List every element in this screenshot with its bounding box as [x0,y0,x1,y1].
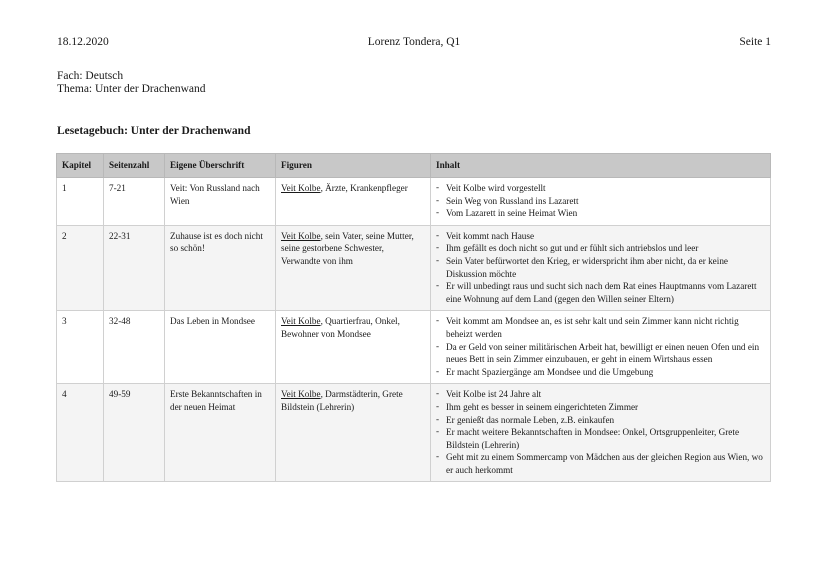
content-cell [431,311,771,384]
content-list [436,230,765,306]
table-row [57,311,771,384]
topic-line: Thema: Unter der Drachenwand [57,83,206,95]
content-item: - Ihm geht es besser in seinem eingerichteten Zimmer [436,401,765,414]
content-item: - Veit kommt nach Hause [436,230,765,243]
chapter-cell: 3 [57,311,104,384]
other-figures: , Ärzte, Krankenpfleger [320,183,408,193]
chapter-cell: 2 [57,225,104,311]
main-figure-name: Veit Kolbe [281,389,321,400]
content-item: - Sein Vater befürwortet den Krieg, er widerspricht ihm aber nicht, da er keine Diskussion möchte [436,255,765,280]
other-figures: , Darmstädterin, Grete Bildstein (Lehrerin) [281,389,403,412]
other-figures: , Quartierfrau, Onkel, Bewohner von Mondsee [281,316,400,339]
pages-cell: 22-31 [104,225,165,311]
content-item: - Veit Kolbe ist 24 Jahre alt [436,388,765,401]
subject-line: Fach: Deutsch [57,70,124,82]
table-row [57,225,771,311]
content-cell [431,178,771,226]
content-list [436,388,765,476]
table-row [57,178,771,226]
content-item: - Er macht weitere Bekanntschaften in Mondsee: Onkel, Ortsgruppenleiter, Grete Bildstein (Lehrerin) [436,426,765,451]
main-figure-name: Veit Kolbe [281,230,321,241]
figures-cell [276,311,431,384]
column-header-heading: Eigene Überschrift [165,154,276,178]
content-list [436,182,765,220]
figures-cell [276,178,431,226]
table-row [57,384,771,482]
heading-cell: Das Leben in Mondsee [165,311,276,384]
pages-cell: 7-21 [104,178,165,226]
main-figure-name: Veit Kolbe [281,316,321,327]
heading-cell: Zuhause ist es doch nicht so schön! [165,225,276,311]
header-date: 18.12.2020 [57,36,109,48]
header-author: Lorenz Tondera, Q1 [367,36,461,48]
content-item: - Veit kommt am Mondsee an, es ist sehr kalt und sein Zimmer kann nicht richtig beheizt werden [436,315,765,340]
content-cell [431,384,771,482]
content-item: - Sein Weg von Russland ins Lazarett [436,195,765,208]
content-list [436,315,765,378]
content-item: - Vom Lazarett in seine Heimat Wien [436,207,765,220]
content-item: - Er genießt das normale Leben, z.B. einkaufen [436,414,765,427]
content-item: - Geht mit zu einem Sommercamp von Mädchen aus der gleichen Region aus Wien, wo er auch herkommt [436,451,765,476]
column-header-content: Inhalt [431,154,771,178]
content-item: - Er macht Spaziergänge am Mondsee und die Umgebung [436,366,765,379]
content-cell [431,225,771,311]
header-page-number: Seite 1 [739,36,771,48]
chapter-cell: 4 [57,384,104,482]
chapter-cell: 1 [57,178,104,226]
content-item: - Veit Kolbe wird vorgestellt [436,182,765,195]
column-header-chapter: Kapitel [57,154,104,178]
other-figures: , sein Vater, seine Mutter, seine gestorbene Schwester, Verwandte von ihm [281,230,414,266]
column-header-pages: Seitenzahl [104,154,165,178]
heading-cell: Veit: Von Russland nach Wien [165,178,276,226]
content-item: - Da er Geld von seiner militärischen Arbeit hat, bewilligt er einen neuen Ofen und ein neues Bett in sein Zimmer einzubauen, er geht in einem Wirtshaus essen [436,341,765,366]
main-figure-name: Veit Kolbe [281,183,321,193]
reading-journal-table [56,153,771,482]
content-item: - Ihm gefällt es doch nicht so gut und er fühlt sich antriebslos und leer [436,242,765,255]
document-title: Lesetagebuch: Unter der Drachenwand [57,125,251,137]
content-item: - Er will unbedingt raus und sucht sich nach dem Rat eines Hauptmanns vom Lazarett eine Wohnung auf dem Land (gegen den Willen seiner Eltern) [436,280,765,305]
figures-cell [276,225,431,311]
figures-cell [276,384,431,482]
table-header-row [57,154,771,178]
column-header-figures: Figuren [276,154,431,178]
pages-cell: 49-59 [104,384,165,482]
heading-cell: Erste Bekanntschaften in der neuen Heimat [165,384,276,482]
pages-cell: 32-48 [104,311,165,384]
